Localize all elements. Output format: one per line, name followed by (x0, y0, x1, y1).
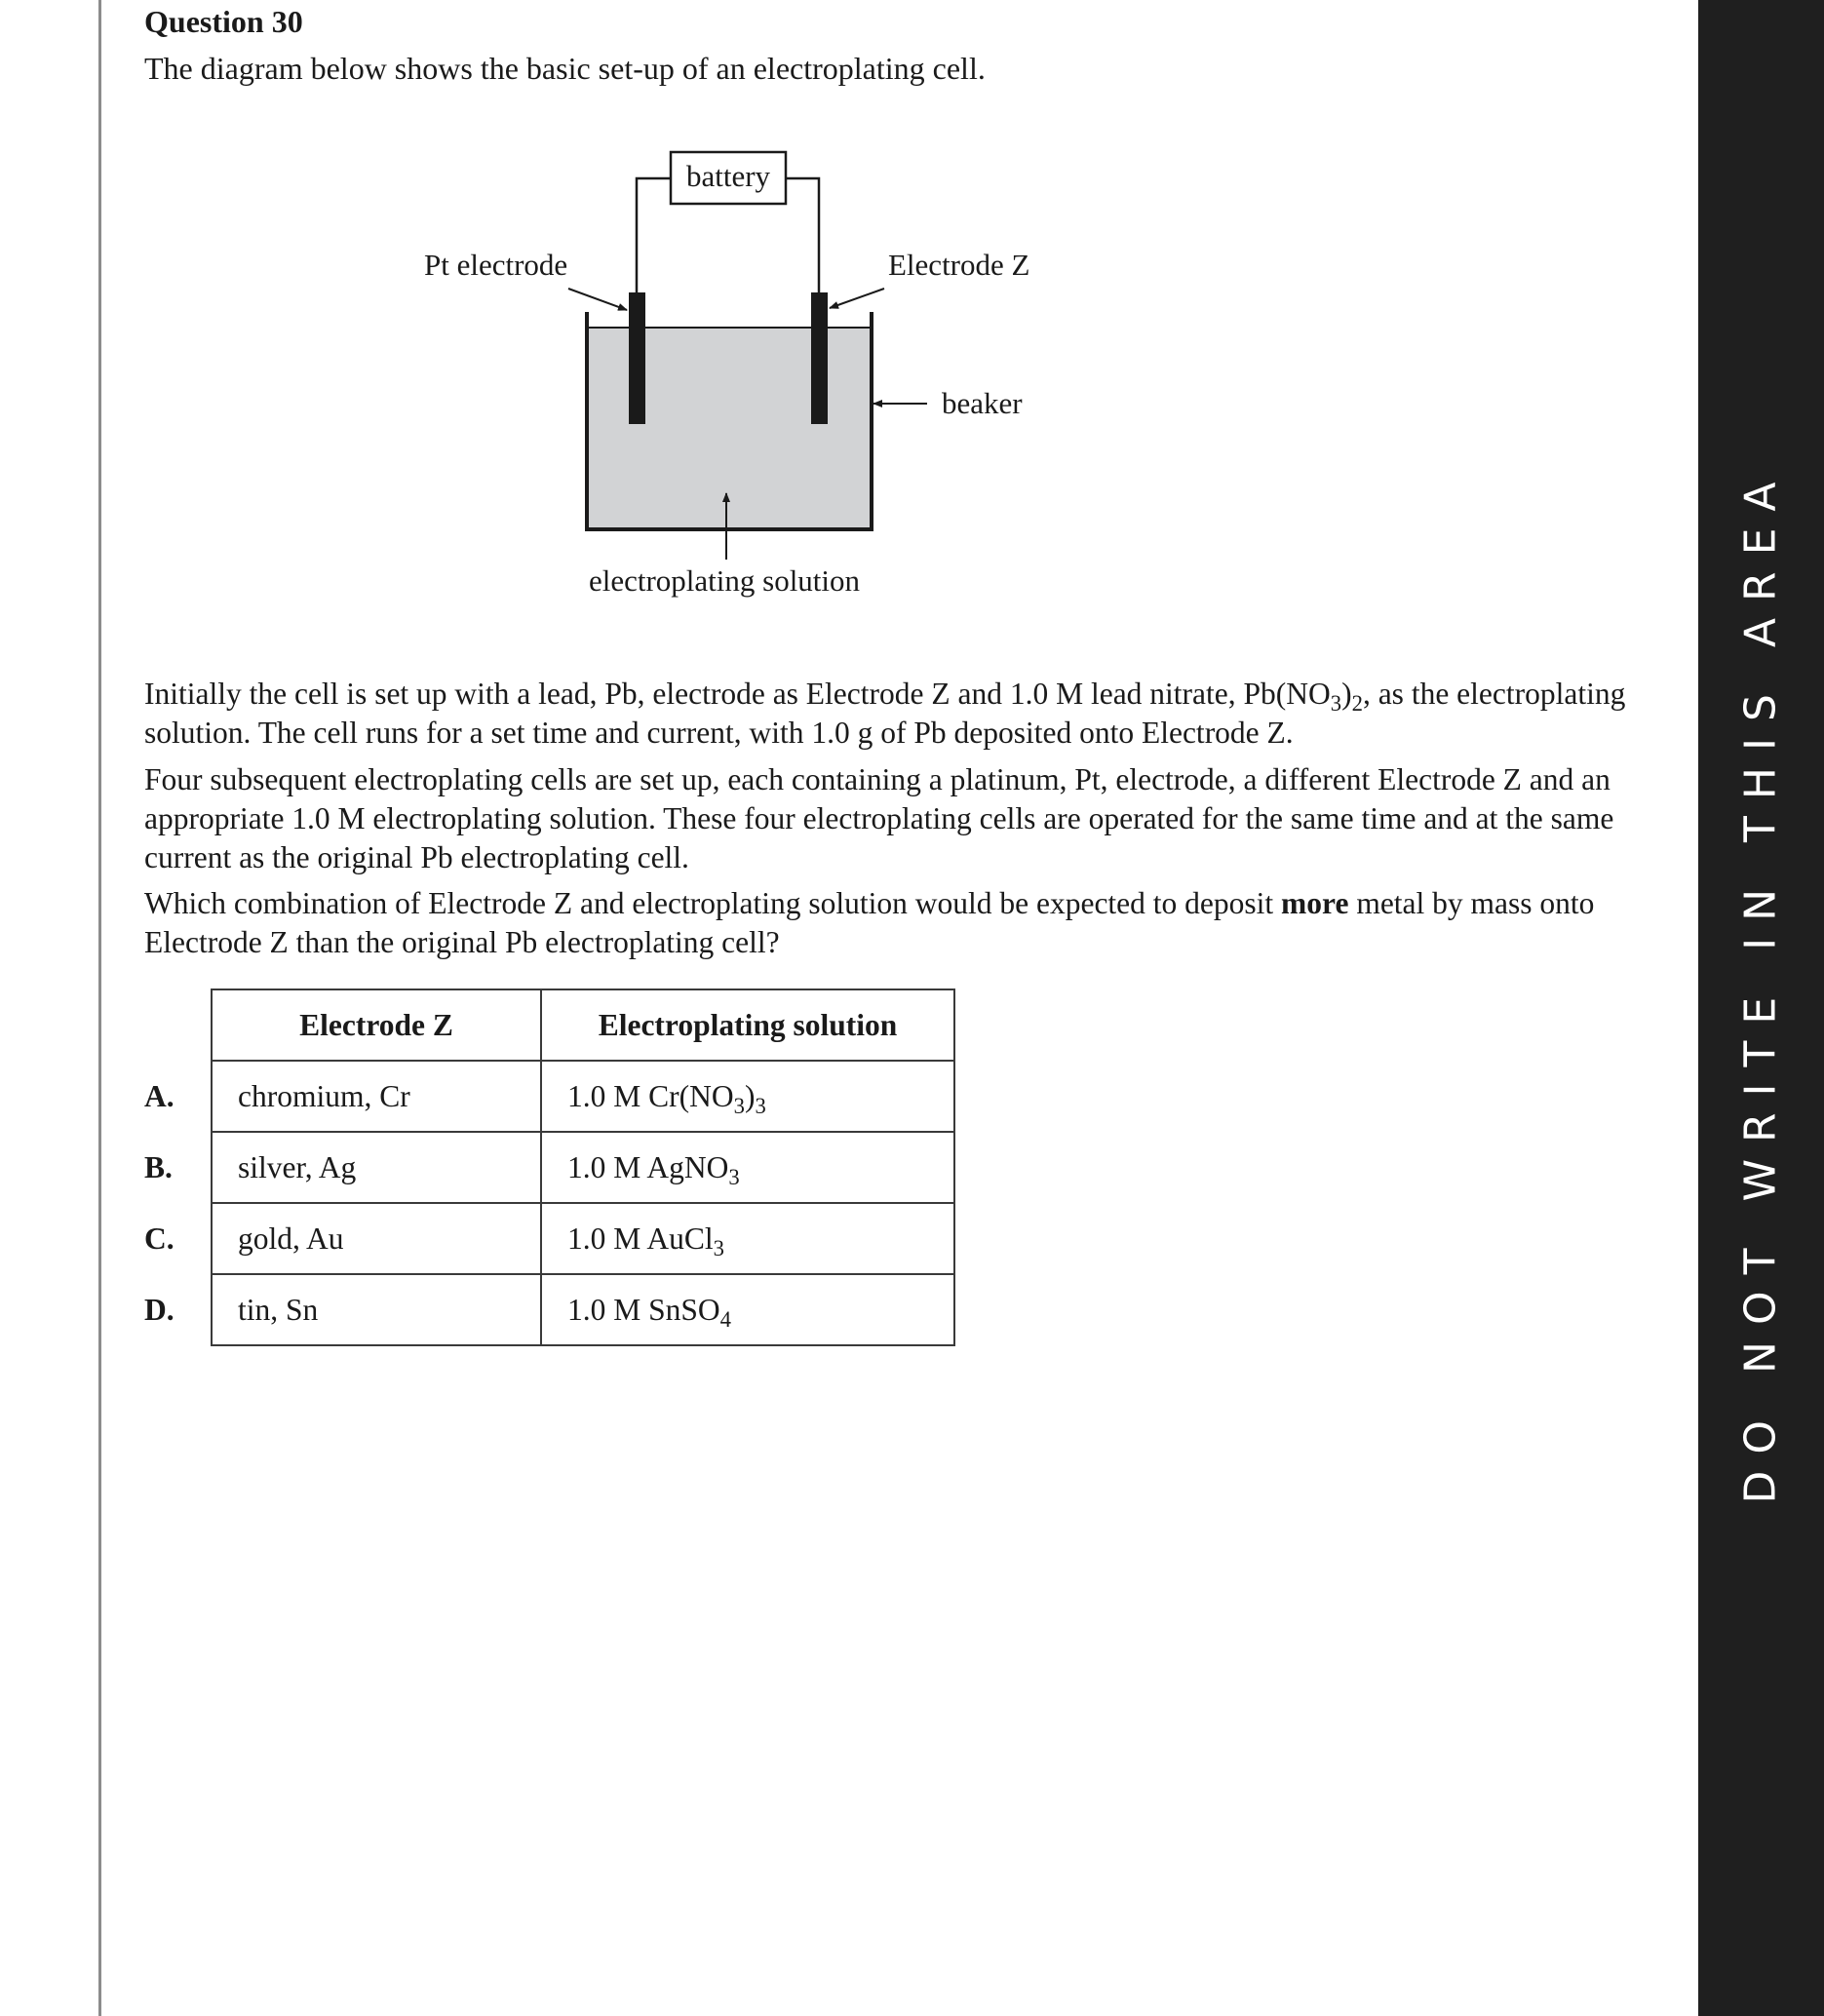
header-electroplating-solution: Electroplating solution (541, 989, 954, 1061)
option-solution: 1.0 M AuCl$_3$ (541, 1203, 954, 1274)
paragraph-subsequent-cells: Four subsequent electroplating cells are set up, each containing a platinum, Pt, electrode, a different Electrode Z and an appropriate 1.0 M electroplating solution. These four electroplating cells are operated for the same time and at the same current as the original Pb electroplating cell. (144, 762, 1614, 874)
header-electrode-z: Electrode Z (212, 989, 541, 1061)
do-not-write-notice: DO NOT WRITE IN THIS AREA (1735, 465, 1786, 1504)
options-table (144, 989, 955, 1346)
option-letter: A. (144, 1078, 175, 1113)
paragraph-initial-setup: Initially the cell is set up with a lead, Pb, electrode as Electrode Z and 1.0 M lead nitrate, $Pb(NO_3)_2$, as the electroplating solution. The cell runs for a set time and current, with 1.0 g of Pb deposited onto Electrode Z. (144, 677, 1626, 750)
electrode-z-label: Electrode Z (888, 248, 1030, 282)
option-solution: 1.0 M $Cr(NO_3)_3$ (541, 1061, 954, 1132)
option-letter: B. (144, 1149, 173, 1184)
option-row-a[interactable] (144, 1061, 954, 1132)
option-row-d[interactable] (144, 1274, 954, 1345)
option-solution: 1.0 M AgNO$_3$ (541, 1132, 954, 1203)
option-letter: C. (144, 1221, 175, 1256)
option-row-c[interactable] (144, 1203, 954, 1274)
pt-electrode-label: Pt electrode (424, 248, 568, 282)
electroplating-cell-diagram (0, 0, 1824, 624)
question-intro: The diagram below shows the basic set-up of an electroplating cell. (144, 51, 986, 86)
option-electrode: tin, Sn (212, 1274, 541, 1345)
electrode-z (811, 292, 828, 424)
option-electrode: silver, Ag (212, 1132, 541, 1203)
circuit-wire-right (786, 178, 819, 294)
option-electrode: gold, Au (212, 1203, 541, 1274)
electrode-z-pointer (830, 289, 884, 308)
option-row-b[interactable] (144, 1132, 954, 1203)
beaker-label: beaker (942, 386, 1023, 420)
pt-electrode-pointer (568, 289, 627, 310)
solution-label: electroplating solution (588, 563, 861, 598)
table-header-row (144, 989, 954, 1061)
circuit-wire-left (637, 178, 671, 294)
question-title: Question 30 (144, 4, 303, 39)
pt-electrode (629, 292, 645, 424)
option-solution: 1.0 M SnSO$_4$ (541, 1274, 954, 1345)
battery-label: battery (685, 159, 771, 193)
option-electrode: chromium, Cr (212, 1061, 541, 1132)
option-letter: D. (144, 1292, 175, 1327)
paragraph-question: Which combination of Electrode Z and electroplating solution would be expected to deposit more metal by mass onto Electrode Z than the original Pb electroplating cell? (144, 886, 1595, 959)
